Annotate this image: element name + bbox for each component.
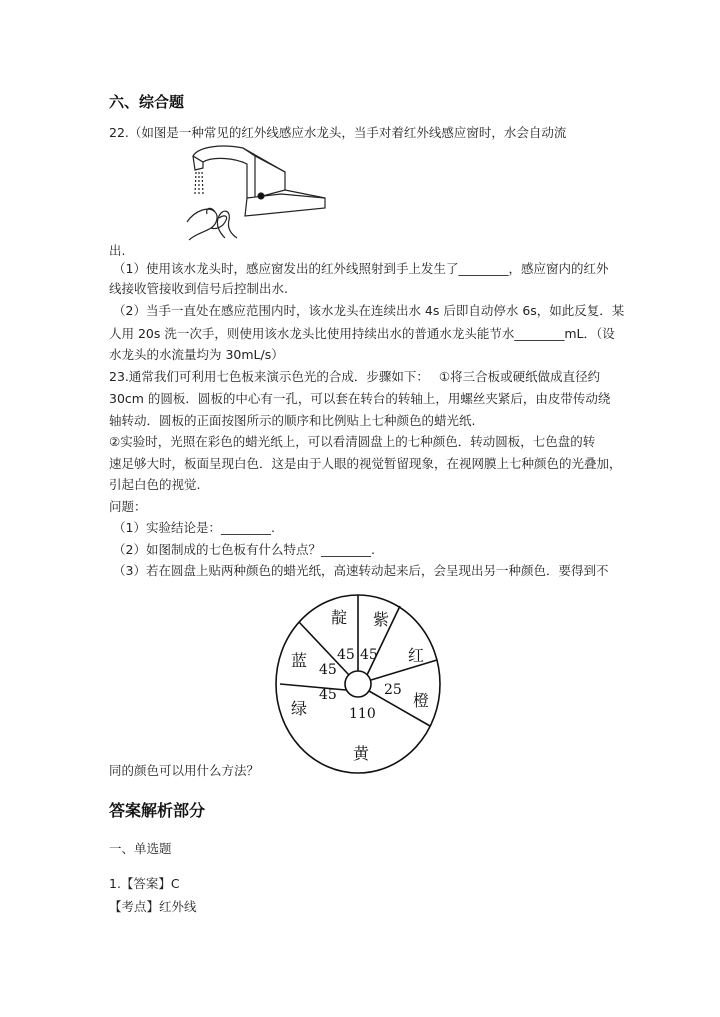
q23-sub2: （2）如图制成的七色板有什么特点？________. <box>113 542 375 557</box>
wheel-angle-blue: 45 <box>319 662 337 678</box>
section-title: 六、综合题 <box>109 93 185 111</box>
wheel-color-violet: 紫 <box>373 610 390 629</box>
q23-line1 <box>109 368 600 386</box>
wheel-angle-orange: 25 <box>384 682 402 698</box>
q23-sub3-end: 同的颜色可以用什么方法？ <box>109 763 260 778</box>
q23-line1-pre: 23.通常我们可利用七色板来演示色光的合成．步骤如下： <box>109 369 429 384</box>
q23-line4-post: 实验时，光照在彩色的蜡光纸上，可以看清圆盘上的七种颜色．转动圆板，七色盘的转 <box>120 434 596 449</box>
q23-line3: 轴转动．圆板的正面按图所示的顺序和比例贴上七种颜色的蜡光纸. <box>109 413 476 428</box>
q22-part2-a: （2）当手一直处在感应范围内时，该水龙头在连续出水 4s 后即自动停水 6s，如此反复．某 <box>113 303 625 318</box>
wheel-color-green: 绿 <box>291 699 308 718</box>
step1-marker: ① <box>438 369 451 384</box>
wheel-color-blue: 蓝 <box>291 651 308 670</box>
answers-section: 一、单选题 <box>109 841 172 856</box>
q22-part1-a: （1）使用该水龙头时，感应窗发出的红外线照射到手上发生了________，感应窗内的红外 <box>113 261 609 276</box>
q23-sub3: （3）若在圆盘上贴两种颜色的蜡光纸，高速转动起来后，会呈现出另一种颜色．要得到不 <box>113 563 609 578</box>
q22-stem-end: 出. <box>109 243 126 258</box>
q22-part1-b: 线接收管接收到信号后控制出水. <box>109 281 288 296</box>
q22-part2-c: 水龙头的水流量均为 30mL/s） <box>109 347 284 362</box>
q22-part2-b: 人用 20s 洗一次手，则使用该水龙头比使用持续出水的普通水龙头能节水________mL．（设 <box>109 326 615 341</box>
wheel-color-indigo: 靛 <box>331 608 348 627</box>
wheel-angle-green: 45 <box>319 687 337 703</box>
seven-color-wheel-diagram <box>274 588 444 776</box>
q23-line2: 30cm 的圆板．圆板的中心有一孔，可以套在转台的转轴上，用螺丝夹紧后，由皮带传动绕 <box>109 391 611 406</box>
wheel-angle-yellow: 110 <box>349 706 376 722</box>
wheel-color-orange: 橙 <box>413 691 430 710</box>
q23-sub1: （1）实验结论是：________. <box>113 520 275 535</box>
wheel-color-red: 红 <box>408 646 425 665</box>
wheel-angle-violet: 45 <box>360 647 378 663</box>
step2-marker: ② <box>109 434 121 449</box>
wheel-angle-indigo: 45 <box>337 647 355 663</box>
q23-question-label: 问题： <box>109 499 147 514</box>
answers-title: 答案解析部分 <box>109 801 206 820</box>
q22-stem: 22.（如图是一种常见的红外线感应水龙头，当手对着红外线感应窗时，水会自动流 <box>109 125 567 140</box>
q23-line4 <box>109 433 595 451</box>
q23-line5: 速足够大时，板面呈现白色．这是由于人眼的视觉暂留现象，在视网膜上七种颜色的光叠加， <box>109 456 622 471</box>
q23-line1-post: 将三合板或硬纸做成直径约 <box>450 369 601 384</box>
answer-1: 1.【答案】C <box>109 876 180 891</box>
knowledge-point-1: 【考点】红外线 <box>109 899 197 914</box>
faucet-illustration <box>185 142 330 250</box>
q23-line6: 引起白色的视觉. <box>109 477 201 492</box>
wheel-color-yellow: 黄 <box>353 744 370 763</box>
